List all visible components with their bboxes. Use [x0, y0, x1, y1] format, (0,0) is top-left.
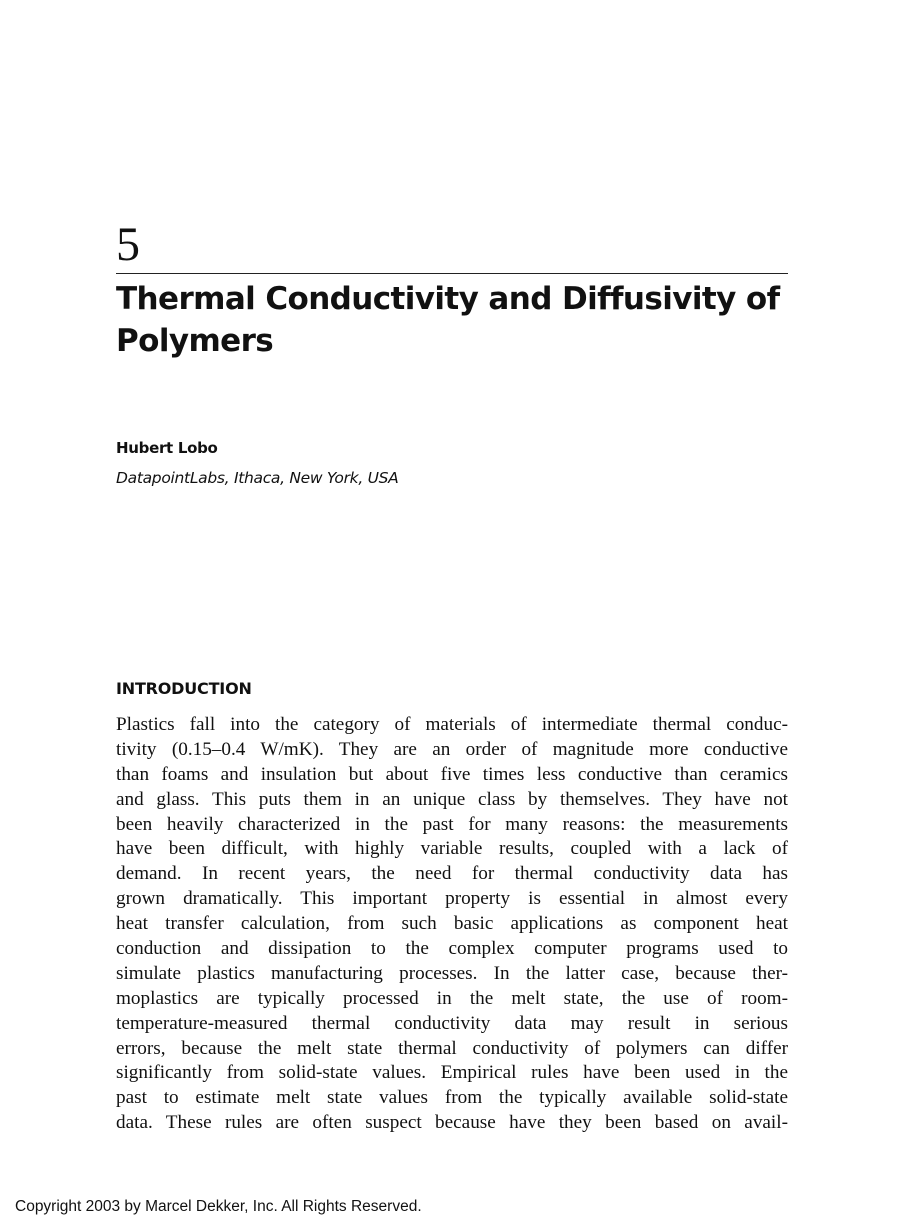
- paragraph-line: have been difficult, with highly variable results, coupled with a lack of: [116, 838, 788, 860]
- copyright-notice: Copyright 2003 by Marcel Dekker, Inc. All Rights Reserved.: [15, 1198, 422, 1215]
- paragraph-line: past to estimate melt state values from the typically available solid-state: [116, 1087, 788, 1109]
- author-name: Hubert Lobo: [116, 439, 218, 457]
- paragraph-line: than foams and insulation but about five times less conductive than ceramics: [116, 763, 788, 785]
- chapter-number: 5: [116, 218, 140, 271]
- paragraph-line: Plastics fall into the category of materials of intermediate thermal conduc-: [116, 714, 788, 735]
- chapter-rule: [116, 273, 788, 274]
- paragraph-line: grown dramatically. This important property is essential in almost every: [116, 888, 788, 910]
- paragraph-line: significantly from solid-state values. Empirical rules have been used in the: [116, 1062, 788, 1084]
- paragraph-line: simulate plastics manufacturing processes. In the latter case, because ther-: [116, 962, 788, 984]
- paragraph-line: tivity (0.15–0.4 W/mK). They are an order of magnitude more conductive: [116, 738, 788, 760]
- paragraph-line: conduction and dissipation to the complex computer programs used to: [116, 938, 788, 960]
- section-heading: INTRODUCTION: [116, 679, 252, 698]
- paragraph-line: data. These rules are often suspect because have they been based on avail-: [116, 1112, 788, 1134]
- paragraph-line: temperature-measured thermal conductivity data may result in serious: [116, 1012, 788, 1034]
- paragraph-line: been heavily characterized in the past for many reasons: the measurements: [116, 813, 788, 835]
- chapter-title: Thermal Conductivity and Diffusivity of Polymers: [116, 281, 780, 359]
- paragraph-line: errors, because the melt state thermal conductivity of polymers can differ: [116, 1037, 788, 1059]
- paragraph-line: and glass. This puts them in an unique class by themselves. They have not: [116, 788, 788, 810]
- paragraph-line: demand. In recent years, the need for thermal conductivity data has: [116, 863, 788, 885]
- paragraph-line: heat transfer calculation, from such basic applications as component heat: [116, 913, 788, 935]
- paragraph-line: moplastics are typically processed in the melt state, the use of room-: [116, 987, 788, 1009]
- body-paragraph: [116, 713, 788, 1136]
- author-affiliation: DatapointLabs, Ithaca, New York, USA: [116, 469, 399, 487]
